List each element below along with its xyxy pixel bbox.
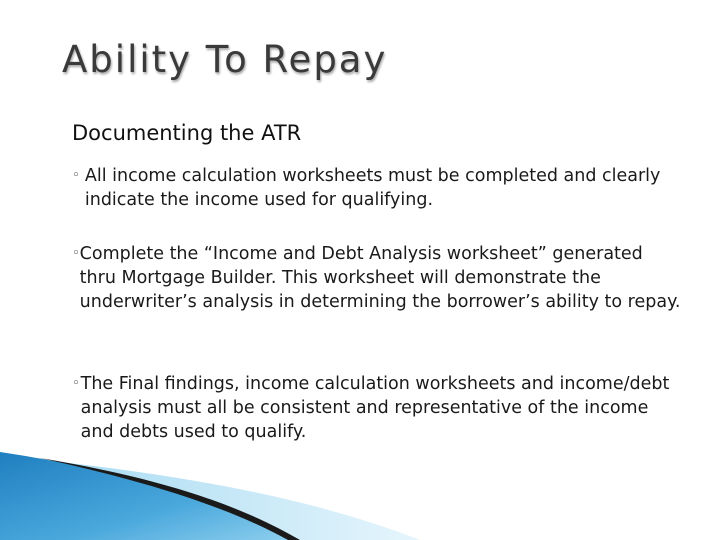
sub-bullet-3 [72, 372, 682, 444]
dark-swoosh [40, 458, 300, 540]
sub-bullet-text: All income calculation worksheets must be completed and clearly indicate the income used for qualifying. [84, 166, 661, 210]
main-bullet [46, 118, 686, 148]
sub-bullet-text: Complete the “Income and Debt Analysis worksheet” generated thru Mortgage Builder. This worksheet will demonstrate the underwriter’s analysis in determining the borrower’s ability to repay. [79, 244, 681, 312]
sub-bullet-text: The Final findings, income calculation worksheets and income/debt analysis must all be consistent and representative of the income and debts used to qualify. [80, 374, 670, 442]
sub-bullet-1 [72, 164, 682, 212]
sub-bullet-icon: ◦ [72, 376, 80, 391]
sub-bullet-icon: ◦ [72, 168, 80, 183]
slide-title: Ability To Repay [62, 38, 388, 81]
blue-swoosh [0, 452, 300, 540]
section-heading: Documenting the ATR [72, 121, 302, 145]
sub-bullet-2 [72, 242, 682, 314]
sub-bullet-icon: ◦ [72, 246, 80, 261]
light-blue-swoosh [60, 462, 420, 540]
